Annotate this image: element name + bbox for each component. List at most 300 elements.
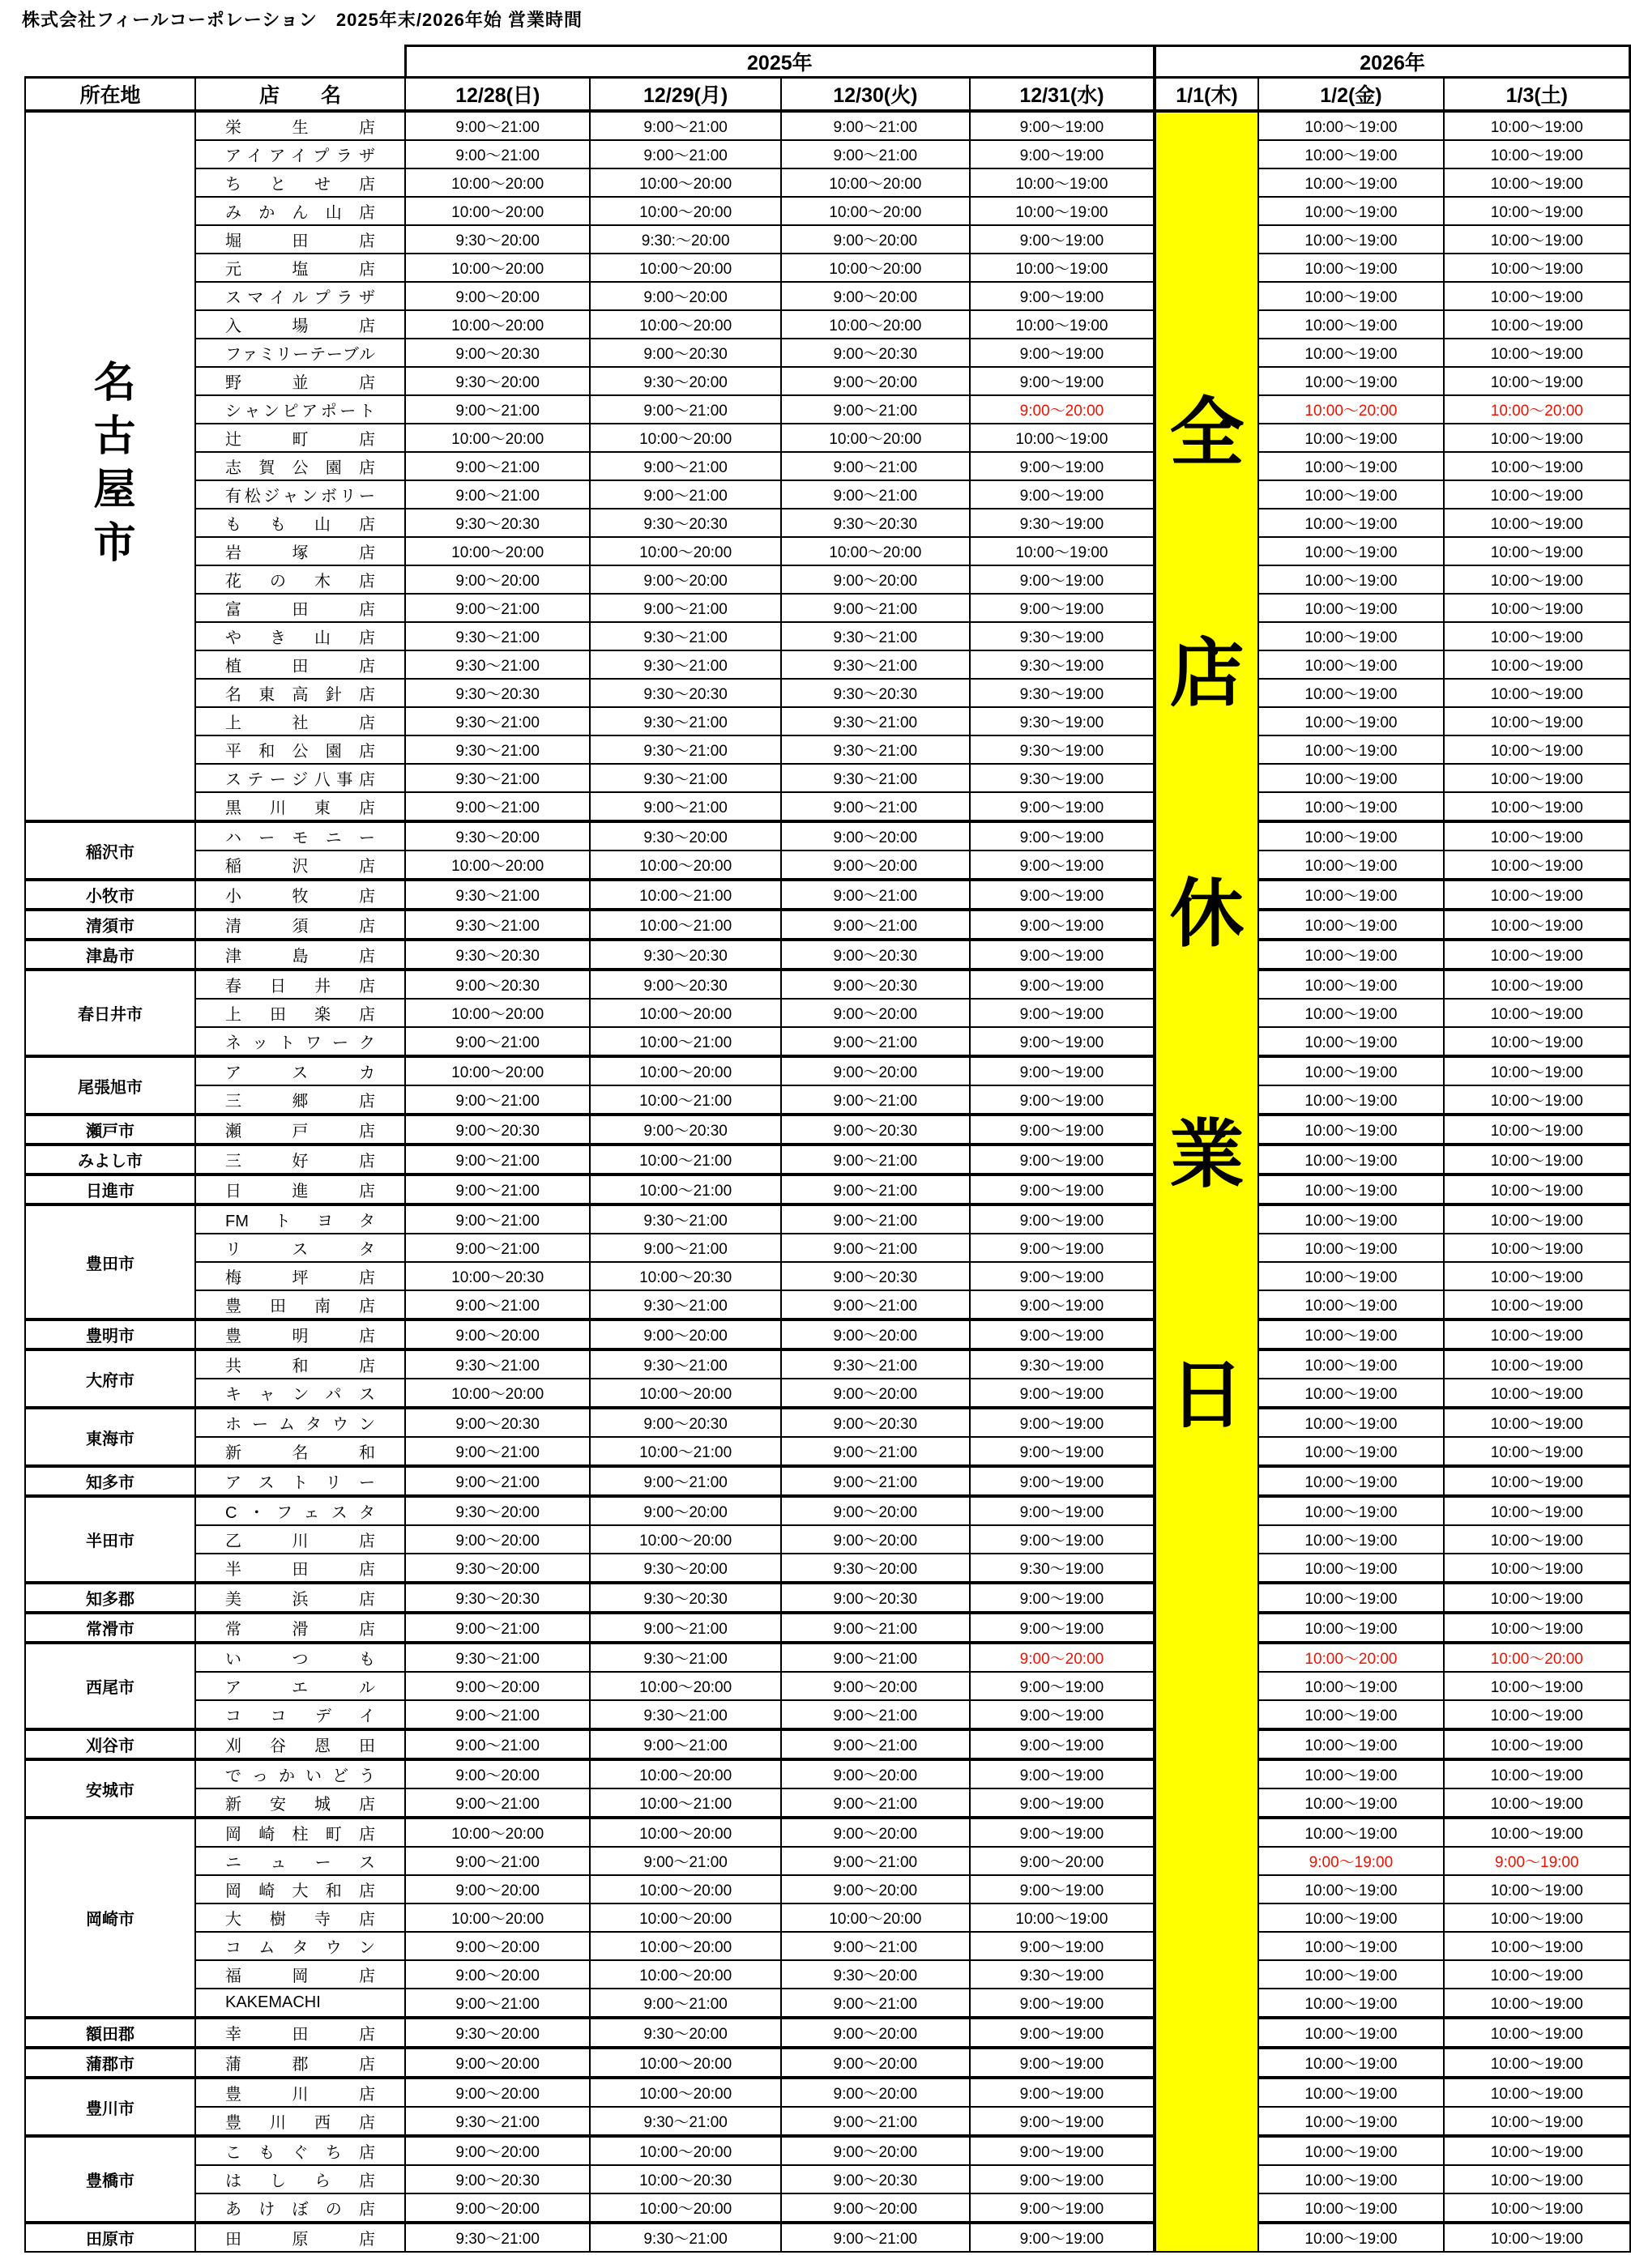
hours-cell: 9:30〜19:00 (970, 622, 1155, 650)
hours-cell: 10:00〜19:00 (1444, 999, 1629, 1027)
store-row (25, 1818, 1630, 1847)
hours-cell: 9:00〜21:00 (781, 1466, 970, 1496)
store-row (25, 1379, 1630, 1408)
hours-cell: 9:00〜21:00 (590, 1466, 781, 1496)
hours-cell: 9:00〜19:00 (970, 339, 1155, 367)
hours-cell: 9:00〜19:00 (970, 910, 1155, 940)
hours-cell: 9:00〜19:00 (970, 1056, 1155, 1085)
hours-cell: 10:00〜20:00 (590, 310, 781, 339)
hours-cell: 10:00〜20:00 (590, 1932, 781, 1960)
hours-cell: 9:00〜19:00 (970, 480, 1155, 509)
hours-cell: 10:00〜19:00 (1258, 197, 1444, 225)
hours-cell: 9:00〜21:00 (781, 480, 970, 509)
hours-cell: 9:00〜21:00 (405, 1700, 590, 1729)
hours-cell: 9:00〜20:00 (781, 2048, 970, 2078)
hours-cell: 9:00〜20:00 (970, 1847, 1155, 1875)
date-header-0101: 1/1(木) (1155, 78, 1258, 112)
hours-cell: 10:00〜19:00 (1258, 1759, 1444, 1788)
hours-cell: 9:00〜21:00 (405, 1027, 590, 1056)
hours-cell: 9:00〜19:00 (970, 2107, 1155, 2136)
hours-cell: 9:00〜19:00 (970, 367, 1155, 395)
hours-cell: 10:00〜19:00 (1444, 254, 1629, 282)
hours-cell: 9:00〜21:00 (405, 1174, 590, 1204)
city-cell: 蒲郡市 (25, 2048, 195, 2078)
city-cell: 瀬戸市 (25, 1115, 195, 1145)
store-name-cell: KAKEMACHI (195, 1989, 405, 2018)
hours-cell: 10:00〜20:00 (405, 254, 590, 282)
hours-cell: 9:00〜20:00 (405, 2136, 590, 2165)
store-name-cell: 花の木店 (195, 565, 405, 594)
hours-cell: 10:00〜20:00 (590, 1379, 781, 1408)
hours-cell: 10:00〜19:00 (1258, 1932, 1444, 1960)
city-cell: 津島市 (25, 940, 195, 970)
hours-cell: 9:00〜19:00 (970, 2136, 1155, 2165)
hours-cell: 10:00〜19:00 (1444, 168, 1629, 197)
hours-cell: 9:00〜20:00 (970, 1643, 1155, 1672)
store-row (25, 1437, 1630, 1466)
store-name-cell: ホームタウン (195, 1408, 405, 1437)
hours-cell: 9:00〜19:00 (970, 970, 1155, 999)
hours-cell: 10:00〜19:00 (1444, 452, 1629, 480)
hours-cell: 10:00〜19:00 (1444, 1319, 1629, 1349)
hours-cell: 9:00〜21:00 (590, 452, 781, 480)
hours-cell: 9:30〜21:00 (405, 2107, 590, 2136)
hours-cell: 9:30〜21:00 (405, 764, 590, 792)
store-row (25, 1788, 1630, 1818)
hours-cell: 10:00〜19:00 (1444, 1145, 1629, 1174)
hours-cell: 10:00〜19:00 (1444, 2193, 1629, 2223)
hours-cell: 10:00〜19:00 (1258, 1262, 1444, 1290)
city-cell: 日進市 (25, 1174, 195, 1204)
store-row (25, 940, 1630, 970)
hours-cell: 10:00〜19:00 (1258, 509, 1444, 537)
hours-cell: 10:00〜20:00 (590, 1875, 781, 1904)
hours-cell: 10:00〜19:00 (1258, 1085, 1444, 1115)
hours-cell: 9:30〜19:00 (970, 509, 1155, 537)
hours-cell: 10:00〜20:00 (781, 424, 970, 452)
store-row (25, 537, 1630, 565)
hours-cell: 9:00〜19:00 (970, 2193, 1155, 2223)
hours-cell: 9:00〜20:00 (781, 850, 970, 880)
city-cell: 清須市 (25, 910, 195, 940)
store-name-cell: 半田店 (195, 1554, 405, 1583)
hours-cell: 9:00〜21:00 (781, 140, 970, 168)
hours-cell: 10:00〜20:00 (405, 310, 590, 339)
hours-cell: 10:00〜19:00 (1258, 735, 1444, 764)
hours-cell: 9:00〜21:00 (405, 1847, 590, 1875)
store-row (25, 594, 1630, 622)
city-cell: 知多郡 (25, 1583, 195, 1613)
store-row (25, 1145, 1630, 1174)
hours-cell: 10:00〜19:00 (1444, 1027, 1629, 1056)
hours-table (24, 45, 1631, 2253)
hours-cell: 10:00〜19:00 (970, 1904, 1155, 1932)
city-cell: 岡崎市 (25, 1818, 195, 2018)
hours-cell: 9:00〜21:00 (405, 1085, 590, 1115)
store-row (25, 999, 1630, 1027)
store-row (25, 2223, 1630, 2252)
hours-cell: 10:00〜19:00 (1444, 1379, 1629, 1408)
hours-cell: 9:30〜20:00 (405, 367, 590, 395)
hours-cell: 10:00〜20:00 (781, 537, 970, 565)
store-name-cell: シャンピアポート (195, 395, 405, 424)
hours-cell: 10:00〜20:00 (405, 537, 590, 565)
date-header-row (25, 78, 1630, 112)
hours-cell: 10:00〜19:00 (1444, 1818, 1629, 1847)
hours-cell: 10:00〜19:00 (1258, 970, 1444, 999)
hours-cell: 9:00〜20:00 (405, 1672, 590, 1700)
hours-cell: 9:00〜21:00 (781, 594, 970, 622)
hours-cell: 10:00〜19:00 (1258, 111, 1444, 140)
hours-cell: 9:30〜21:00 (405, 1643, 590, 1672)
hours-cell: 9:00〜20:00 (781, 225, 970, 254)
store-name-cell: やき山店 (195, 622, 405, 650)
hours-cell: 10:00〜19:00 (1258, 1174, 1444, 1204)
hours-cell: 10:00〜20:00 (590, 197, 781, 225)
store-row (25, 1932, 1630, 1960)
store-name-cell: 豊明店 (195, 1319, 405, 1349)
hours-cell: 10:00〜21:00 (590, 880, 781, 910)
hours-cell: 10:00〜19:00 (1444, 1788, 1629, 1818)
hours-cell: 9:30〜21:00 (781, 650, 970, 679)
store-name-cell: 上社店 (195, 707, 405, 735)
hours-cell: 10:00〜19:00 (1258, 1408, 1444, 1437)
city-cell: 大府市 (25, 1349, 195, 1408)
store-name-cell: 名東高針店 (195, 679, 405, 707)
hours-cell: 9:00〜21:00 (590, 111, 781, 140)
hours-cell: 10:00〜19:00 (1258, 1960, 1444, 1989)
store-name-cell: 小牧店 (195, 880, 405, 910)
hours-cell: 9:30〜21:00 (781, 707, 970, 735)
hours-cell: 9:00〜21:00 (405, 140, 590, 168)
hours-cell: 9:00〜20:00 (781, 1525, 970, 1554)
city-cell: 半田市 (25, 1496, 195, 1583)
hours-cell: 9:30〜21:00 (781, 622, 970, 650)
hours-cell: 9:00〜20:00 (590, 1319, 781, 1349)
hours-cell: 9:00〜20:00 (590, 565, 781, 594)
hours-cell: 10:00〜19:00 (1258, 880, 1444, 910)
store-row (25, 1583, 1630, 1613)
hours-cell: 10:00〜20:00 (405, 850, 590, 880)
hours-cell: 9:00〜21:00 (590, 480, 781, 509)
hours-cell: 9:00〜20:00 (970, 395, 1155, 424)
hours-cell: 9:00〜19:00 (1258, 1847, 1444, 1875)
hours-cell: 9:00〜20:30 (781, 1408, 970, 1437)
hours-cell: 9:30〜21:00 (590, 2223, 781, 2252)
hours-cell: 9:30〜21:00 (405, 707, 590, 735)
hours-cell: 9:00〜19:00 (970, 999, 1155, 1027)
hours-cell: 10:00〜19:00 (1444, 2018, 1629, 2048)
hours-cell: 10:00〜19:00 (1258, 940, 1444, 970)
hours-cell: 9:30〜21:00 (781, 764, 970, 792)
store-row (25, 880, 1630, 910)
hours-cell: 9:00〜20:00 (781, 1875, 970, 1904)
hours-cell: 9:00〜19:00 (970, 594, 1155, 622)
hours-cell: 9:00〜19:00 (970, 111, 1155, 140)
hours-cell: 10:00〜20:00 (1258, 395, 1444, 424)
hours-cell: 9:00〜19:00 (970, 140, 1155, 168)
hours-cell: 9:30〜19:00 (970, 707, 1155, 735)
store-row (25, 735, 1630, 764)
hours-cell: 9:00〜21:00 (405, 594, 590, 622)
hours-cell: 9:30〜21:00 (405, 910, 590, 940)
hours-cell: 10:00〜19:00 (1258, 1234, 1444, 1262)
store-row (25, 1729, 1630, 1759)
store-row (25, 2136, 1630, 2165)
hours-cell: 9:00〜21:00 (781, 880, 970, 910)
hours-cell: 9:00〜19:00 (970, 1204, 1155, 1234)
hours-cell: 9:00〜21:00 (405, 1466, 590, 1496)
hours-cell: 9:00〜21:00 (590, 1234, 781, 1262)
store-name-cell: 大樹寺店 (195, 1904, 405, 1932)
store-row (25, 622, 1630, 650)
store-name-cell: 新名和 (195, 1437, 405, 1466)
store-name-cell: みかん山店 (195, 197, 405, 225)
hours-cell: 10:00〜20:00 (781, 1904, 970, 1932)
hours-cell: 9:00〜20:30 (590, 970, 781, 999)
store-name-cell: 栄生店 (195, 111, 405, 140)
hours-cell: 9:00〜19:00 (970, 1408, 1155, 1437)
store-row (25, 225, 1630, 254)
hours-cell: 9:00〜19:00 (970, 821, 1155, 850)
date-header-1230: 12/30(火) (781, 78, 970, 112)
city-cell: 西尾市 (25, 1643, 195, 1729)
hours-cell: 10:00〜19:00 (1258, 2048, 1444, 2078)
hours-cell: 10:00〜20:00 (590, 1056, 781, 1085)
hours-cell: 9:00〜20:30 (781, 339, 970, 367)
store-row (25, 1875, 1630, 1904)
hours-cell: 9:00〜20:30 (405, 339, 590, 367)
hours-cell: 9:30〜20:00 (405, 225, 590, 254)
store-name-cell: ステージ八事店 (195, 764, 405, 792)
hours-cell: 10:00〜19:00 (970, 310, 1155, 339)
hours-cell: 10:00〜20:00 (590, 2193, 781, 2223)
hours-cell: 9:30〜21:00 (781, 735, 970, 764)
hours-cell: 10:00〜20:00 (590, 1525, 781, 1554)
store-name-cell: 岡崎大和店 (195, 1875, 405, 1904)
hours-cell: 9:00〜21:00 (405, 1729, 590, 1759)
hours-cell: 10:00〜19:00 (1444, 1115, 1629, 1145)
hours-cell: 9:00〜20:30 (781, 1583, 970, 1613)
hours-cell: 10:00〜20:00 (1444, 395, 1629, 424)
store-row (25, 1613, 1630, 1643)
store-row (25, 140, 1630, 168)
hours-cell: 9:00〜19:00 (970, 282, 1155, 310)
store-name-cell: 共和店 (195, 1349, 405, 1379)
store-row (25, 1700, 1630, 1729)
store-name-cell: 辻町店 (195, 424, 405, 452)
hours-cell: 10:00〜21:00 (590, 1145, 781, 1174)
hours-cell: 9:00〜19:00 (970, 1174, 1155, 1204)
hours-cell: 10:00〜19:00 (1258, 565, 1444, 594)
hours-cell: 9:30:〜20:00 (590, 225, 781, 254)
hours-cell: 10:00〜20:00 (405, 1904, 590, 1932)
hours-cell: 10:00〜19:00 (1258, 1554, 1444, 1583)
hours-cell: 9:30〜21:00 (590, 650, 781, 679)
store-name-cell: 春日井店 (195, 970, 405, 999)
hours-cell: 10:00〜19:00 (1444, 1204, 1629, 1234)
hours-cell: 10:00〜20:00 (590, 2078, 781, 2107)
store-name-cell: 上田楽店 (195, 999, 405, 1027)
hours-cell: 9:30〜21:00 (590, 2107, 781, 2136)
hours-cell: 10:00〜19:00 (970, 424, 1155, 452)
hours-cell: 9:00〜21:00 (781, 792, 970, 821)
hours-cell: 9:00〜20:00 (781, 1379, 970, 1408)
hours-cell: 9:00〜20:00 (405, 2048, 590, 2078)
hours-cell: 10:00〜20:00 (405, 999, 590, 1027)
city-cell: 知多市 (25, 1466, 195, 1496)
store-name-cell: いつも (195, 1643, 405, 1672)
hours-cell: 10:00〜19:00 (1444, 2107, 1629, 2136)
hours-cell: 10:00〜19:00 (1258, 1875, 1444, 1904)
hours-cell: 9:00〜20:00 (781, 1818, 970, 1847)
store-row (25, 1496, 1630, 1525)
hours-cell: 10:00〜19:00 (1444, 1056, 1629, 1085)
hours-cell: 10:00〜21:00 (590, 1027, 781, 1056)
hours-cell: 9:00〜19:00 (970, 565, 1155, 594)
store-row (25, 1056, 1630, 1085)
hours-cell: 9:00〜21:00 (405, 1989, 590, 2018)
hours-cell: 10:00〜19:00 (1444, 1583, 1629, 1613)
store-name-cell: 乙川店 (195, 1525, 405, 1554)
store-row (25, 1262, 1630, 1290)
hours-cell: 10:00〜19:00 (1444, 1349, 1629, 1379)
hours-cell: 9:00〜19:00 (970, 850, 1155, 880)
hours-cell: 9:00〜21:00 (781, 395, 970, 424)
hours-cell: 9:30〜19:00 (970, 679, 1155, 707)
store-name-cell: 野並店 (195, 367, 405, 395)
hours-cell: 9:00〜19:00 (970, 1437, 1155, 1466)
hours-cell: 10:00〜19:00 (1444, 1466, 1629, 1496)
city-cell: 東海市 (25, 1408, 195, 1466)
hours-cell: 9:30〜21:00 (590, 764, 781, 792)
year-header-row (25, 46, 1630, 78)
hours-cell: 10:00〜20:00 (590, 168, 781, 197)
store-row (25, 111, 1630, 140)
hours-cell: 9:00〜19:00 (970, 1234, 1155, 1262)
hours-cell: 9:00〜21:00 (405, 1290, 590, 1319)
store-row (25, 910, 1630, 940)
hours-cell: 9:00〜20:00 (781, 1672, 970, 1700)
hours-cell: 10:00〜19:00 (970, 537, 1155, 565)
hours-cell: 9:00〜21:00 (781, 1234, 970, 1262)
hours-cell: 9:30〜20:00 (590, 1554, 781, 1583)
hours-cell: 10:00〜19:00 (1258, 1672, 1444, 1700)
hours-cell: 10:00〜19:00 (1258, 1700, 1444, 1729)
city-cell: 尾張旭市 (25, 1056, 195, 1115)
store-name-cell: 富田店 (195, 594, 405, 622)
hours-cell: 9:00〜21:00 (781, 1437, 970, 1466)
hours-cell: 10:00〜20:00 (590, 1672, 781, 1700)
store-name-cell: ニュース (195, 1847, 405, 1875)
store-name-cell: 黒川東店 (195, 792, 405, 821)
store-row (25, 1904, 1630, 1932)
store-name-cell: コムタウン (195, 1932, 405, 1960)
hours-cell: 10:00〜19:00 (1258, 339, 1444, 367)
store-name-cell: ネットワーク (195, 1027, 405, 1056)
hours-cell: 10:00〜19:00 (1258, 310, 1444, 339)
hours-cell: 10:00〜19:00 (1444, 1437, 1629, 1466)
store-name-cell: 志賀公園店 (195, 452, 405, 480)
store-row (25, 679, 1630, 707)
store-name-cell: 岡崎柱町店 (195, 1818, 405, 1847)
store-name-cell: 蒲郡店 (195, 2048, 405, 2078)
hours-cell: 10:00〜20:00 (590, 254, 781, 282)
store-name-cell: アイアイプラザ (195, 140, 405, 168)
hours-cell: 10:00〜20:30 (590, 2165, 781, 2193)
hours-cell: 10:00〜19:00 (1258, 140, 1444, 168)
hours-cell: 9:30〜21:00 (590, 1290, 781, 1319)
hours-cell: 10:00〜19:00 (1444, 1525, 1629, 1554)
city-cell: 豊川市 (25, 2078, 195, 2136)
hours-cell: 9:00〜19:00 (970, 452, 1155, 480)
hours-cell: 9:00〜21:00 (781, 111, 970, 140)
hours-cell: 9:30〜20:30 (405, 509, 590, 537)
hours-cell: 9:00〜21:00 (781, 1085, 970, 1115)
hours-cell: 9:00〜19:00 (970, 1788, 1155, 1818)
hours-cell: 9:00〜19:00 (970, 1700, 1155, 1729)
hours-cell: 10:00〜20:00 (781, 168, 970, 197)
hours-cell: 10:00〜19:00 (1444, 537, 1629, 565)
hours-cell: 9:00〜21:00 (590, 140, 781, 168)
hours-cell: 10:00〜19:00 (1258, 1525, 1444, 1554)
hours-cell: 10:00〜20:00 (405, 1379, 590, 1408)
date-header-0103: 1/3(土) (1444, 78, 1629, 112)
store-name-cell: 三好店 (195, 1145, 405, 1174)
hours-cell: 9:30〜21:00 (781, 1349, 970, 1379)
hours-cell: 9:30〜21:00 (590, 707, 781, 735)
hours-cell: 9:00〜19:00 (970, 1496, 1155, 1525)
store-row (25, 509, 1630, 537)
hours-cell: 10:00〜19:00 (1258, 1319, 1444, 1349)
store-row (25, 650, 1630, 679)
hours-cell: 9:00〜20:00 (405, 1319, 590, 1349)
hours-cell: 9:30〜20:30 (590, 509, 781, 537)
hours-cell: 10:00〜19:00 (1444, 622, 1629, 650)
store-row (25, 1349, 1630, 1379)
hours-cell: 10:00〜19:00 (1444, 1932, 1629, 1960)
hours-cell: 10:00〜19:00 (1258, 2165, 1444, 2193)
hours-cell: 9:00〜19:00 (970, 1466, 1155, 1496)
hours-cell: 9:00〜19:00 (970, 225, 1155, 254)
hours-cell: 10:00〜19:00 (1444, 140, 1629, 168)
hours-cell: 9:00〜20:00 (405, 1759, 590, 1788)
hours-cell: 9:00〜20:00 (405, 282, 590, 310)
hours-cell: 10:00〜19:00 (1258, 910, 1444, 940)
hours-cell: 9:00〜20:00 (781, 999, 970, 1027)
hours-cell: 9:00〜20:30 (405, 2165, 590, 2193)
hours-cell: 9:30〜20:30 (781, 679, 970, 707)
hours-cell: 9:00〜20:30 (781, 1262, 970, 1290)
hours-cell: 10:00〜19:00 (1444, 1262, 1629, 1290)
city-cell: 春日井市 (25, 970, 195, 1056)
location-column-header: 所在地 (25, 78, 195, 112)
hours-cell: 9:00〜21:00 (781, 1643, 970, 1672)
hours-cell: 10:00〜19:00 (1258, 1466, 1444, 1496)
hours-cell: 10:00〜19:00 (1444, 1759, 1629, 1788)
hours-cell: 10:00〜19:00 (1444, 764, 1629, 792)
hours-cell: 10:00〜19:00 (1258, 1788, 1444, 1818)
year-2025-header: 2025年 (405, 46, 1155, 78)
hours-cell: 10:00〜19:00 (1444, 792, 1629, 821)
hours-cell: 10:00〜19:00 (1444, 880, 1629, 910)
store-name-cell: 入場店 (195, 310, 405, 339)
store-name-cell: キャンパス (195, 1379, 405, 1408)
hours-cell: 9:00〜19:00 (970, 1818, 1155, 1847)
hours-cell: 9:00〜20:00 (405, 1960, 590, 1989)
store-name-cell: 常滑店 (195, 1613, 405, 1643)
hours-cell: 10:00〜20:00 (590, 1759, 781, 1788)
